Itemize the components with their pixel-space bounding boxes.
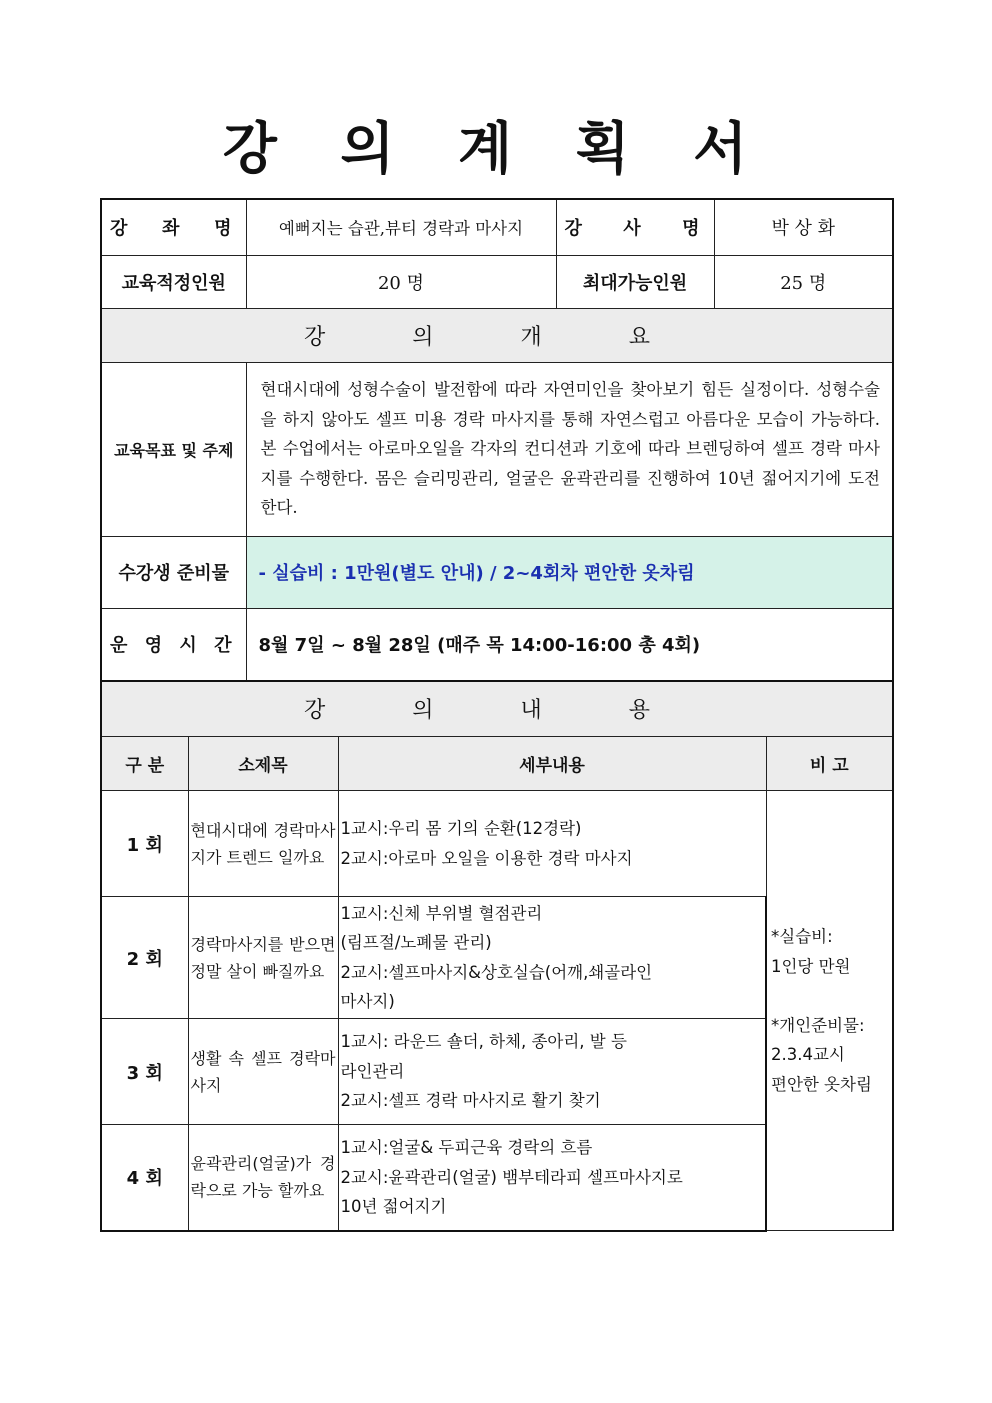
detail-line: 1교시: 라운드 숄더, 하체, 종아리, 발 등 [340, 1032, 627, 1052]
content-header: 강 의 내 용 [101, 681, 893, 736]
col-detail: 세부내용 [338, 737, 766, 791]
detail-line: 2교시:아로마 오일을 이용한 경락 마사지 [340, 848, 633, 868]
note-line: *개인준비물: [771, 1015, 865, 1035]
detail-line: 1교시:얼굴& 두피근육 경락의 흐름 [340, 1138, 593, 1157]
session-num: 2 회 [101, 897, 188, 1019]
goal-label: 교육목표 및 주제 [101, 362, 246, 536]
detail-line: 라인관리 [340, 1061, 405, 1081]
session-details [338, 1019, 766, 1125]
col-session: 구 분 [101, 737, 188, 791]
content-table [100, 736, 894, 1232]
detail-line: 1교시:신체 부위별 혈점관리 [340, 903, 543, 923]
course-name-label: 강 좌 명 [101, 199, 246, 255]
capacity-label: 교육적정인원 [101, 255, 246, 308]
max-capacity-value: 25 명 [714, 255, 893, 308]
supplies-label: 수강생 준비물 [101, 536, 246, 608]
session-num: 1 회 [101, 791, 188, 897]
session-details [338, 1125, 766, 1231]
schedule-text: 8월 7일 ~ 8월 28일 (매주 목 14:00-16:00 총 4회) [246, 608, 893, 681]
course-info-table [100, 198, 894, 737]
schedule-label: 운 영 시 간 [101, 608, 246, 681]
session-num: 3 회 [101, 1019, 188, 1125]
note-line: 편안한 옷차림 [771, 1074, 872, 1094]
detail-line: 2교시:셀프 경락 마사지로 활기 찾기 [340, 1091, 601, 1111]
max-capacity-label: 최대가능인원 [556, 255, 714, 308]
detail-line: 2교시:셀프마사지&상호실습(어깨,쇄골라인 [340, 962, 653, 982]
detail-line: 1교시:우리 몸 기의 순환(12경락) [340, 819, 582, 838]
table-row [101, 791, 893, 897]
detail-line: 2교시:윤곽관리(얼굴) 뱀부테라피 셀프마사지로 [340, 1167, 683, 1187]
detail-line: 10년 젊어지기 [340, 1197, 447, 1216]
session-details [338, 791, 766, 897]
session-subtitle: 생활 속 셀프 경락마사지 [188, 1019, 338, 1125]
capacity-value: 20 명 [246, 255, 556, 308]
course-name: 예뻐지는 습관,뷰티 경락과 마사지 [246, 199, 556, 255]
note-line: 2.3.4교시 [771, 1045, 845, 1064]
note-line: *실습비: [771, 927, 833, 946]
overview-header: 강 의 개 요 [101, 308, 893, 362]
goal-text: 현대시대에 성형수술이 발전함에 따라 자연미인을 찾아보기 힘든 실정이다. 성형수술을 하지 않아도 셀프 미용 경락 마사지를 통해 자연스럽고 아름다운 모습이 가능하다. 본 수업에서는 아로마오일을 각자의 컨디션과 기호에 따라 브렌딩하여 셀프 경락 마사지를 수행한다. 몸은 슬리밍관리, 얼굴은 윤곽관리를 진행하여 10년 젊어지기에 도전한다. [246, 362, 893, 536]
supplies-text: - 실습비 : 1만원(별도 안내) / 2~4회차 편안한 옷차림 [246, 536, 893, 608]
instructor-name: 박 상 화 [714, 199, 893, 255]
instructor-label: 강 사 명 [556, 199, 714, 255]
session-subtitle: 현대시대에 경락마사지가 트렌드 일까요 [188, 791, 338, 897]
note-cell [766, 791, 893, 1231]
note-line [771, 981, 888, 1011]
detail-line: (림프절/노폐물 관리) [340, 933, 492, 952]
session-subtitle: 경락마사지를 받으면 정말 살이 빠질까요 [188, 897, 338, 1019]
page-title: 강 의 계 획 서 [222, 117, 770, 182]
note-line: 1인당 만원 [771, 956, 851, 976]
col-note: 비 고 [766, 737, 893, 791]
session-details [338, 897, 766, 1019]
session-num: 4 회 [101, 1125, 188, 1231]
col-subtitle: 소제목 [188, 737, 338, 791]
session-subtitle: 윤곽관리(얼굴)가 경락으로 가능 할까요 [188, 1125, 338, 1231]
detail-line: 마사지) [340, 992, 395, 1011]
